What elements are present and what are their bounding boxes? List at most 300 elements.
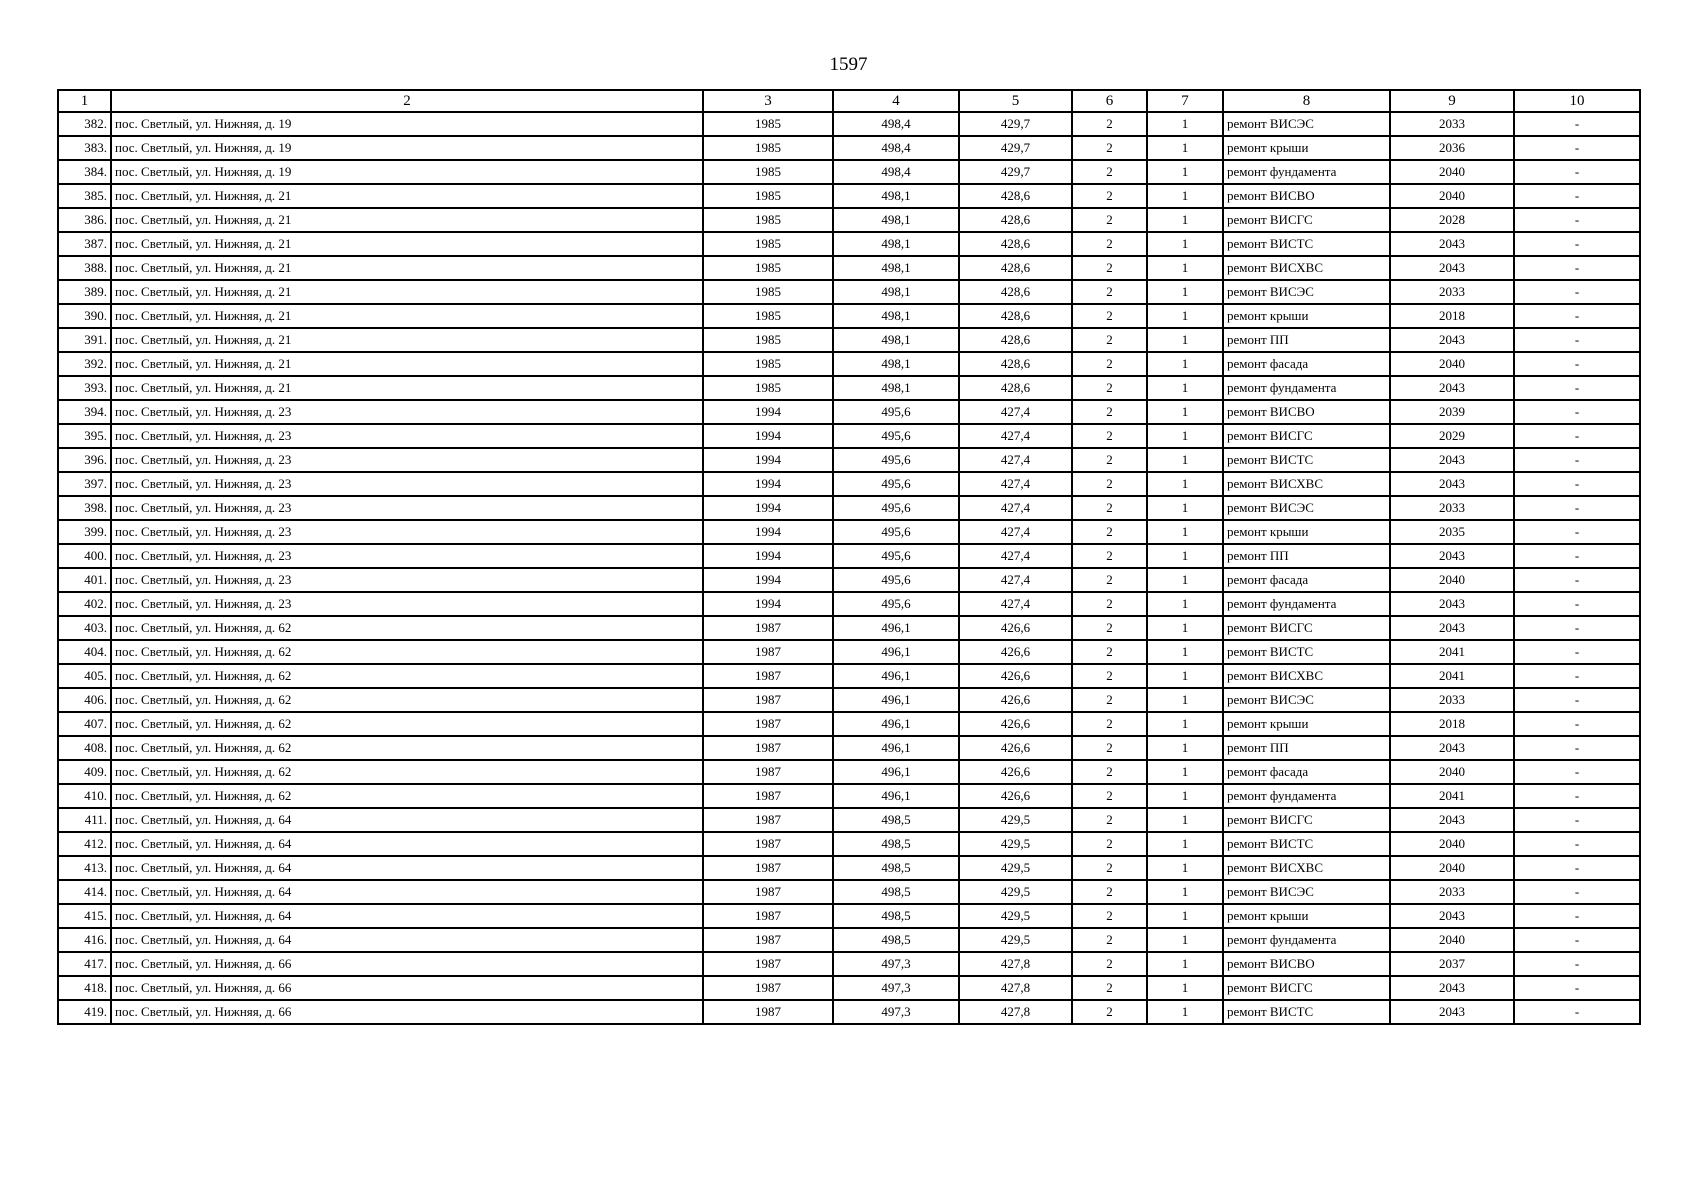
table-row <box>58 328 1640 352</box>
entrances-cell: 1 <box>1147 112 1223 136</box>
table-row <box>58 520 1640 544</box>
year-cell: 1987 <box>703 928 833 952</box>
entrances-cell: 1 <box>1147 904 1223 928</box>
floors-cell: 2 <box>1072 640 1147 664</box>
table-row <box>58 880 1640 904</box>
address-cell: пос. Светлый, ул. Нижняя, д. 66 <box>111 952 703 976</box>
work-type-cell: ремонт ВИСХВС <box>1223 856 1390 880</box>
entrances-cell: 1 <box>1147 808 1223 832</box>
planned-year-cell: 2043 <box>1390 616 1514 640</box>
entrances-cell: 1 <box>1147 640 1223 664</box>
living-area-cell: 426,6 <box>959 712 1072 736</box>
total-area-cell: 495,6 <box>833 448 959 472</box>
address-cell: пос. Светлый, ул. Нижняя, д. 21 <box>111 280 703 304</box>
address-cell: пос. Светлый, ул. Нижняя, д. 62 <box>111 784 703 808</box>
column-header-5: 5 <box>959 90 1072 112</box>
row-number-cell: 397. <box>58 472 111 496</box>
table-row <box>58 808 1640 832</box>
notes-cell: - <box>1514 568 1640 592</box>
table-row <box>58 976 1640 1000</box>
column-header-6: 6 <box>1072 90 1147 112</box>
year-cell: 1994 <box>703 520 833 544</box>
table-row <box>58 496 1640 520</box>
floors-cell: 2 <box>1072 424 1147 448</box>
row-number-cell: 408. <box>58 736 111 760</box>
total-area-cell: 498,5 <box>833 904 959 928</box>
living-area-cell: 428,6 <box>959 352 1072 376</box>
work-type-cell: ремонт фундамента <box>1223 592 1390 616</box>
work-type-cell: ремонт ВИСГС <box>1223 808 1390 832</box>
total-area-cell: 496,1 <box>833 736 959 760</box>
year-cell: 1985 <box>703 376 833 400</box>
total-area-cell: 495,6 <box>833 592 959 616</box>
notes-cell: - <box>1514 208 1640 232</box>
row-number-cell: 393. <box>58 376 111 400</box>
table-row <box>58 208 1640 232</box>
total-area-cell: 496,1 <box>833 664 959 688</box>
table-row <box>58 424 1640 448</box>
planned-year-cell: 2043 <box>1390 1000 1514 1024</box>
work-type-cell: ремонт крыши <box>1223 904 1390 928</box>
table-row <box>58 664 1640 688</box>
floors-cell: 2 <box>1072 568 1147 592</box>
work-type-cell: ремонт ПП <box>1223 544 1390 568</box>
floors-cell: 2 <box>1072 304 1147 328</box>
work-type-cell: ремонт крыши <box>1223 304 1390 328</box>
address-cell: пос. Светлый, ул. Нижняя, д. 21 <box>111 376 703 400</box>
notes-cell: - <box>1514 544 1640 568</box>
floors-cell: 2 <box>1072 712 1147 736</box>
entrances-cell: 1 <box>1147 496 1223 520</box>
living-area-cell: 427,4 <box>959 544 1072 568</box>
address-cell: пос. Светлый, ул. Нижняя, д. 21 <box>111 352 703 376</box>
row-number-cell: 392. <box>58 352 111 376</box>
address-cell: пос. Светлый, ул. Нижняя, д. 23 <box>111 568 703 592</box>
year-cell: 1985 <box>703 352 833 376</box>
row-number-cell: 399. <box>58 520 111 544</box>
entrances-cell: 1 <box>1147 616 1223 640</box>
planned-year-cell: 2028 <box>1390 208 1514 232</box>
year-cell: 1987 <box>703 976 833 1000</box>
year-cell: 1987 <box>703 712 833 736</box>
year-cell: 1994 <box>703 472 833 496</box>
planned-year-cell: 2043 <box>1390 976 1514 1000</box>
address-cell: пос. Светлый, ул. Нижняя, д. 23 <box>111 592 703 616</box>
notes-cell: - <box>1514 616 1640 640</box>
row-number-cell: 388. <box>58 256 111 280</box>
address-cell: пос. Светлый, ул. Нижняя, д. 64 <box>111 808 703 832</box>
notes-cell: - <box>1514 712 1640 736</box>
planned-year-cell: 2043 <box>1390 448 1514 472</box>
work-type-cell: ремонт фасада <box>1223 568 1390 592</box>
year-cell: 1987 <box>703 664 833 688</box>
year-cell: 1994 <box>703 448 833 472</box>
living-area-cell: 428,6 <box>959 256 1072 280</box>
entrances-cell: 1 <box>1147 208 1223 232</box>
planned-year-cell: 2041 <box>1390 640 1514 664</box>
work-type-cell: ремонт фундамента <box>1223 160 1390 184</box>
floors-cell: 2 <box>1072 472 1147 496</box>
entrances-cell: 1 <box>1147 160 1223 184</box>
total-area-cell: 498,4 <box>833 136 959 160</box>
work-type-cell: ремонт ВИСТС <box>1223 232 1390 256</box>
notes-cell: - <box>1514 160 1640 184</box>
row-number-cell: 395. <box>58 424 111 448</box>
floors-cell: 2 <box>1072 160 1147 184</box>
table-row <box>58 544 1640 568</box>
notes-cell: - <box>1514 136 1640 160</box>
row-number-cell: 403. <box>58 616 111 640</box>
living-area-cell: 427,4 <box>959 424 1072 448</box>
year-cell: 1987 <box>703 640 833 664</box>
row-number-cell: 411. <box>58 808 111 832</box>
work-type-cell: ремонт ВИСВО <box>1223 400 1390 424</box>
address-cell: пос. Светлый, ул. Нижняя, д. 23 <box>111 496 703 520</box>
table-row <box>58 112 1640 136</box>
repair-schedule-table <box>57 89 1641 1025</box>
planned-year-cell: 2033 <box>1390 688 1514 712</box>
notes-cell: - <box>1514 808 1640 832</box>
address-cell: пос. Светлый, ул. Нижняя, д. 21 <box>111 232 703 256</box>
address-cell: пос. Светлый, ул. Нижняя, д. 62 <box>111 664 703 688</box>
total-area-cell: 496,1 <box>833 640 959 664</box>
floors-cell: 2 <box>1072 952 1147 976</box>
entrances-cell: 1 <box>1147 952 1223 976</box>
year-cell: 1987 <box>703 832 833 856</box>
notes-cell: - <box>1514 472 1640 496</box>
row-number-cell: 409. <box>58 760 111 784</box>
planned-year-cell: 2043 <box>1390 376 1514 400</box>
planned-year-cell: 2040 <box>1390 184 1514 208</box>
work-type-cell: ремонт фасада <box>1223 760 1390 784</box>
table-row <box>58 304 1640 328</box>
column-header-7: 7 <box>1147 90 1223 112</box>
row-number-cell: 390. <box>58 304 111 328</box>
address-cell: пос. Светлый, ул. Нижняя, д. 19 <box>111 160 703 184</box>
living-area-cell: 426,6 <box>959 616 1072 640</box>
entrances-cell: 1 <box>1147 232 1223 256</box>
work-type-cell: ремонт ВИСТС <box>1223 448 1390 472</box>
notes-cell: - <box>1514 592 1640 616</box>
table-body <box>58 112 1640 1024</box>
total-area-cell: 498,1 <box>833 208 959 232</box>
year-cell: 1985 <box>703 280 833 304</box>
year-cell: 1987 <box>703 784 833 808</box>
notes-cell: - <box>1514 640 1640 664</box>
total-area-cell: 497,3 <box>833 1000 959 1024</box>
floors-cell: 2 <box>1072 232 1147 256</box>
floors-cell: 2 <box>1072 448 1147 472</box>
living-area-cell: 426,6 <box>959 664 1072 688</box>
work-type-cell: ремонт ВИСТС <box>1223 1000 1390 1024</box>
year-cell: 1985 <box>703 184 833 208</box>
row-number-cell: 384. <box>58 160 111 184</box>
entrances-cell: 1 <box>1147 928 1223 952</box>
entrances-cell: 1 <box>1147 712 1223 736</box>
entrances-cell: 1 <box>1147 376 1223 400</box>
planned-year-cell: 2043 <box>1390 232 1514 256</box>
notes-cell: - <box>1514 688 1640 712</box>
work-type-cell: ремонт ПП <box>1223 328 1390 352</box>
notes-cell: - <box>1514 880 1640 904</box>
floors-cell: 2 <box>1072 376 1147 400</box>
row-number-cell: 410. <box>58 784 111 808</box>
year-cell: 1994 <box>703 544 833 568</box>
notes-cell: - <box>1514 424 1640 448</box>
living-area-cell: 426,6 <box>959 760 1072 784</box>
work-type-cell: ремонт фундамента <box>1223 784 1390 808</box>
living-area-cell: 429,5 <box>959 880 1072 904</box>
year-cell: 1987 <box>703 760 833 784</box>
table-row <box>58 472 1640 496</box>
notes-cell: - <box>1514 328 1640 352</box>
total-area-cell: 496,1 <box>833 688 959 712</box>
address-cell: пос. Светлый, ул. Нижняя, д. 21 <box>111 256 703 280</box>
floors-cell: 2 <box>1072 256 1147 280</box>
floors-cell: 2 <box>1072 928 1147 952</box>
entrances-cell: 1 <box>1147 400 1223 424</box>
floors-cell: 2 <box>1072 856 1147 880</box>
notes-cell: - <box>1514 952 1640 976</box>
year-cell: 1994 <box>703 592 833 616</box>
address-cell: пос. Светлый, ул. Нижняя, д. 64 <box>111 928 703 952</box>
table-row <box>58 184 1640 208</box>
table-row <box>58 1000 1640 1024</box>
total-area-cell: 495,6 <box>833 424 959 448</box>
table-row <box>58 448 1640 472</box>
total-area-cell: 495,6 <box>833 568 959 592</box>
total-area-cell: 496,1 <box>833 616 959 640</box>
floors-cell: 2 <box>1072 664 1147 688</box>
floors-cell: 2 <box>1072 880 1147 904</box>
row-number-cell: 405. <box>58 664 111 688</box>
total-area-cell: 498,1 <box>833 352 959 376</box>
planned-year-cell: 2043 <box>1390 544 1514 568</box>
planned-year-cell: 2040 <box>1390 832 1514 856</box>
planned-year-cell: 2040 <box>1390 928 1514 952</box>
floors-cell: 2 <box>1072 760 1147 784</box>
living-area-cell: 427,4 <box>959 448 1072 472</box>
table-row <box>58 928 1640 952</box>
living-area-cell: 427,8 <box>959 1000 1072 1024</box>
total-area-cell: 498,4 <box>833 112 959 136</box>
table-row <box>58 616 1640 640</box>
total-area-cell: 498,1 <box>833 304 959 328</box>
entrances-cell: 1 <box>1147 544 1223 568</box>
year-cell: 1985 <box>703 304 833 328</box>
total-area-cell: 495,6 <box>833 544 959 568</box>
table-row <box>58 568 1640 592</box>
total-area-cell: 496,1 <box>833 712 959 736</box>
total-area-cell: 498,5 <box>833 880 959 904</box>
address-cell: пос. Светлый, ул. Нижняя, д. 66 <box>111 1000 703 1024</box>
work-type-cell: ремонт фундамента <box>1223 928 1390 952</box>
row-number-cell: 382. <box>58 112 111 136</box>
work-type-cell: ремонт ВИСХВС <box>1223 472 1390 496</box>
table-row <box>58 400 1640 424</box>
row-number-cell: 406. <box>58 688 111 712</box>
year-cell: 1987 <box>703 616 833 640</box>
year-cell: 1987 <box>703 808 833 832</box>
floors-cell: 2 <box>1072 112 1147 136</box>
planned-year-cell: 2043 <box>1390 472 1514 496</box>
address-cell: пос. Светлый, ул. Нижняя, д. 64 <box>111 856 703 880</box>
entrances-cell: 1 <box>1147 760 1223 784</box>
notes-cell: - <box>1514 976 1640 1000</box>
total-area-cell: 496,1 <box>833 760 959 784</box>
row-number-cell: 412. <box>58 832 111 856</box>
address-cell: пос. Светлый, ул. Нижняя, д. 23 <box>111 520 703 544</box>
living-area-cell: 427,8 <box>959 976 1072 1000</box>
year-cell: 1994 <box>703 568 833 592</box>
address-cell: пос. Светлый, ул. Нижняя, д. 23 <box>111 472 703 496</box>
table-row <box>58 856 1640 880</box>
notes-cell: - <box>1514 304 1640 328</box>
entrances-cell: 1 <box>1147 472 1223 496</box>
total-area-cell: 498,1 <box>833 376 959 400</box>
living-area-cell: 427,4 <box>959 496 1072 520</box>
floors-cell: 2 <box>1072 976 1147 1000</box>
living-area-cell: 426,6 <box>959 736 1072 760</box>
total-area-cell: 495,6 <box>833 496 959 520</box>
year-cell: 1987 <box>703 904 833 928</box>
floors-cell: 2 <box>1072 544 1147 568</box>
planned-year-cell: 2040 <box>1390 160 1514 184</box>
planned-year-cell: 2043 <box>1390 592 1514 616</box>
address-cell: пос. Светлый, ул. Нижняя, д. 21 <box>111 184 703 208</box>
table-row <box>58 256 1640 280</box>
notes-cell: - <box>1514 664 1640 688</box>
work-type-cell: ремонт ВИСЭС <box>1223 880 1390 904</box>
floors-cell: 2 <box>1072 400 1147 424</box>
column-header-10: 10 <box>1514 90 1640 112</box>
living-area-cell: 426,6 <box>959 688 1072 712</box>
total-area-cell: 498,1 <box>833 256 959 280</box>
entrances-cell: 1 <box>1147 592 1223 616</box>
floors-cell: 2 <box>1072 784 1147 808</box>
address-cell: пос. Светлый, ул. Нижняя, д. 21 <box>111 304 703 328</box>
address-cell: пос. Светлый, ул. Нижняя, д. 62 <box>111 616 703 640</box>
planned-year-cell: 2036 <box>1390 136 1514 160</box>
row-number-cell: 383. <box>58 136 111 160</box>
living-area-cell: 428,6 <box>959 208 1072 232</box>
work-type-cell: ремонт ВИСГС <box>1223 424 1390 448</box>
floors-cell: 2 <box>1072 592 1147 616</box>
work-type-cell: ремонт ВИСТС <box>1223 832 1390 856</box>
row-number-cell: 402. <box>58 592 111 616</box>
total-area-cell: 498,5 <box>833 832 959 856</box>
address-cell: пос. Светлый, ул. Нижняя, д. 62 <box>111 736 703 760</box>
column-header-1: 1 <box>58 90 111 112</box>
living-area-cell: 428,6 <box>959 304 1072 328</box>
table-row <box>58 352 1640 376</box>
entrances-cell: 1 <box>1147 328 1223 352</box>
work-type-cell: ремонт ВИСГС <box>1223 976 1390 1000</box>
living-area-cell: 428,6 <box>959 184 1072 208</box>
row-number-cell: 394. <box>58 400 111 424</box>
living-area-cell: 429,5 <box>959 832 1072 856</box>
floors-cell: 2 <box>1072 1000 1147 1024</box>
address-cell: пос. Светлый, ул. Нижняя, д. 64 <box>111 904 703 928</box>
total-area-cell: 497,3 <box>833 952 959 976</box>
entrances-cell: 1 <box>1147 304 1223 328</box>
living-area-cell: 427,4 <box>959 520 1072 544</box>
living-area-cell: 429,7 <box>959 136 1072 160</box>
notes-cell: - <box>1514 1000 1640 1024</box>
living-area-cell: 426,6 <box>959 784 1072 808</box>
total-area-cell: 498,1 <box>833 232 959 256</box>
planned-year-cell: 2033 <box>1390 880 1514 904</box>
floors-cell: 2 <box>1072 352 1147 376</box>
planned-year-cell: 2018 <box>1390 304 1514 328</box>
living-area-cell: 428,6 <box>959 328 1072 352</box>
entrances-cell: 1 <box>1147 184 1223 208</box>
address-cell: пос. Светлый, ул. Нижняя, д. 23 <box>111 544 703 568</box>
year-cell: 1987 <box>703 736 833 760</box>
floors-cell: 2 <box>1072 184 1147 208</box>
living-area-cell: 427,4 <box>959 568 1072 592</box>
total-area-cell: 495,6 <box>833 400 959 424</box>
entrances-cell: 1 <box>1147 568 1223 592</box>
floors-cell: 2 <box>1072 736 1147 760</box>
table-row <box>58 376 1640 400</box>
row-number-cell: 396. <box>58 448 111 472</box>
notes-cell: - <box>1514 112 1640 136</box>
year-cell: 1985 <box>703 232 833 256</box>
year-cell: 1985 <box>703 136 833 160</box>
planned-year-cell: 2033 <box>1390 496 1514 520</box>
row-number-cell: 387. <box>58 232 111 256</box>
column-header-9: 9 <box>1390 90 1514 112</box>
year-cell: 1985 <box>703 208 833 232</box>
entrances-cell: 1 <box>1147 448 1223 472</box>
total-area-cell: 498,4 <box>833 160 959 184</box>
entrances-cell: 1 <box>1147 520 1223 544</box>
address-cell: пос. Светлый, ул. Нижняя, д. 21 <box>111 208 703 232</box>
table-row <box>58 832 1640 856</box>
work-type-cell: ремонт ВИСЭС <box>1223 280 1390 304</box>
work-type-cell: ремонт ВИСТС <box>1223 640 1390 664</box>
planned-year-cell: 2040 <box>1390 352 1514 376</box>
table-row <box>58 592 1640 616</box>
total-area-cell: 498,5 <box>833 808 959 832</box>
table-row <box>58 760 1640 784</box>
floors-cell: 2 <box>1072 208 1147 232</box>
entrances-cell: 1 <box>1147 352 1223 376</box>
year-cell: 1987 <box>703 880 833 904</box>
address-cell: пос. Светлый, ул. Нижняя, д. 62 <box>111 688 703 712</box>
work-type-cell: ремонт крыши <box>1223 712 1390 736</box>
column-header-8: 8 <box>1223 90 1390 112</box>
entrances-cell: 1 <box>1147 880 1223 904</box>
entrances-cell: 1 <box>1147 424 1223 448</box>
row-number-cell: 385. <box>58 184 111 208</box>
year-cell: 1994 <box>703 400 833 424</box>
living-area-cell: 427,8 <box>959 952 1072 976</box>
notes-cell: - <box>1514 784 1640 808</box>
year-cell: 1987 <box>703 1000 833 1024</box>
notes-cell: - <box>1514 904 1640 928</box>
planned-year-cell: 2041 <box>1390 664 1514 688</box>
planned-year-cell: 2029 <box>1390 424 1514 448</box>
living-area-cell: 429,5 <box>959 928 1072 952</box>
planned-year-cell: 2043 <box>1390 808 1514 832</box>
entrances-cell: 1 <box>1147 832 1223 856</box>
notes-cell: - <box>1514 352 1640 376</box>
living-area-cell: 427,4 <box>959 592 1072 616</box>
notes-cell: - <box>1514 376 1640 400</box>
living-area-cell: 429,7 <box>959 112 1072 136</box>
